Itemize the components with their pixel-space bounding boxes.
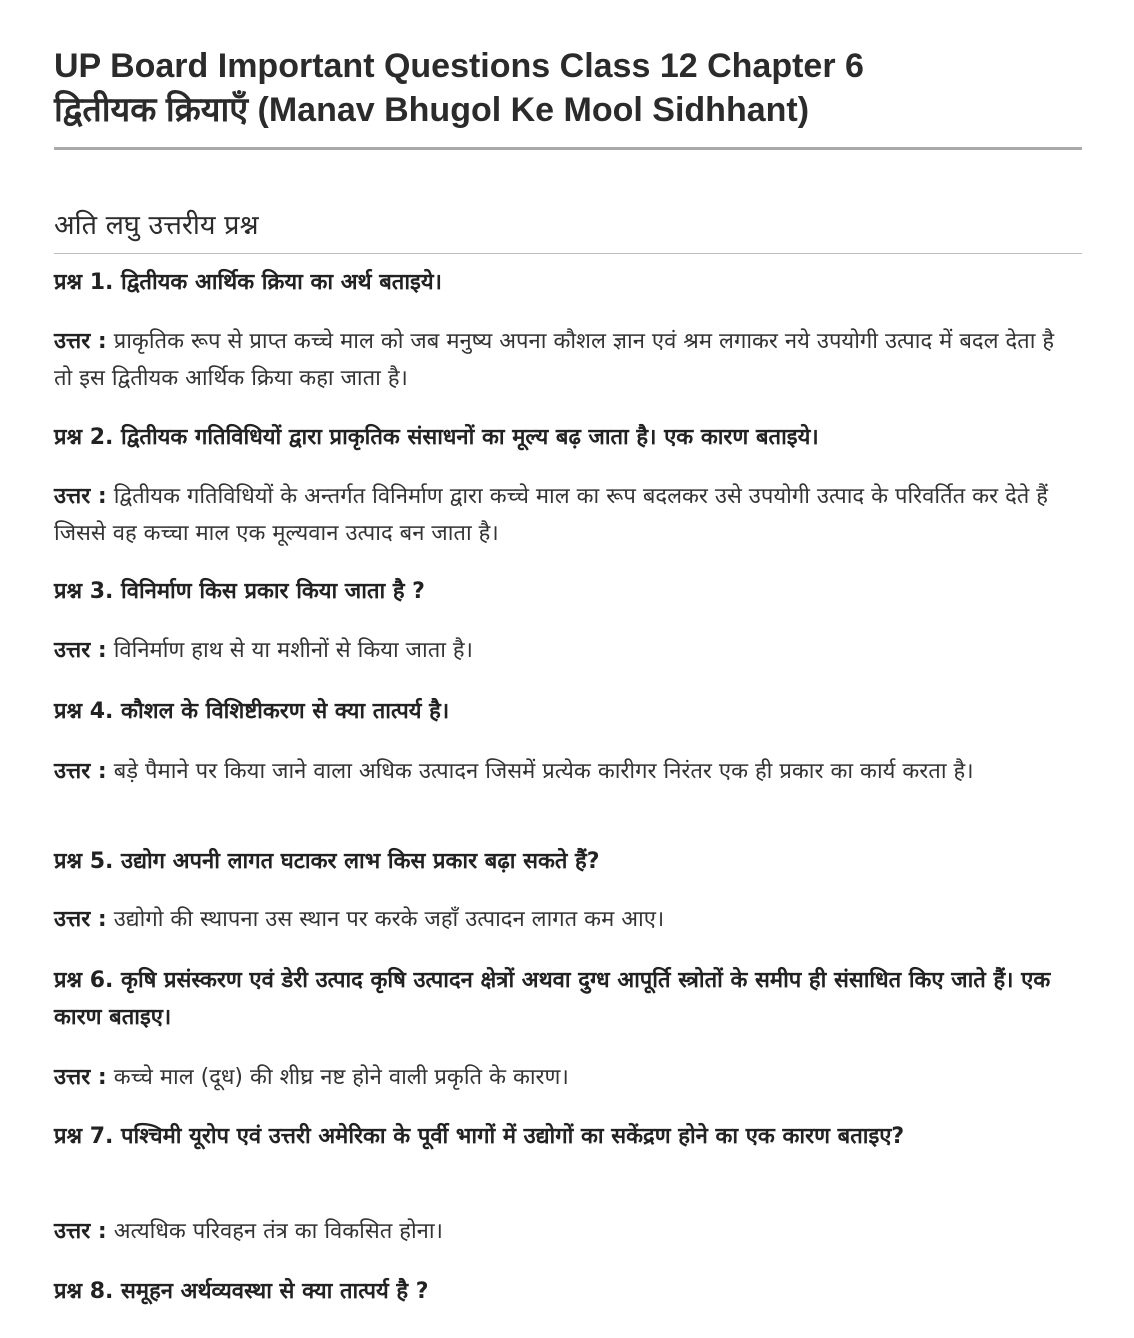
answer-4	[54, 753, 1064, 790]
answer-3	[54, 632, 1064, 669]
answer-2	[54, 478, 1064, 552]
answer-1	[54, 323, 1064, 397]
answer-6-text: कच्चे माल (दूध) की शीघ्र नष्ट होने वाली प्रकृति के कारण।	[113, 1065, 569, 1090]
question-5: प्रश्न 5. उद्योग अपनी लागत घटाकर लाभ किस प्रकार बढ़ा सकते हैं?	[54, 849, 600, 874]
answer-label: उत्तर :	[54, 638, 107, 663]
section-divider	[54, 253, 1082, 254]
answer-label: उत्तर :	[54, 1065, 107, 1090]
section-heading: अति लघु उत्तरीय प्रश्न	[54, 210, 259, 241]
question-4: प्रश्न 4. कौशल के विशिष्टीकरण से क्या तात्पर्य है।	[54, 699, 450, 724]
answer-3-text: विनिर्माण हाथ से या मशीनों से किया जाता है।	[113, 638, 473, 663]
question-1: प्रश्न 1. द्वितीयक आर्थिक क्रिया का अर्थ बताइये।	[54, 270, 442, 295]
title-divider	[54, 147, 1082, 150]
answer-label: उत्तर :	[54, 329, 107, 354]
question-7: प्रश्न 7. पश्चिमी यूरोप एवं उत्तरी अमेरिका के पूर्वी भागों में उद्योगों का सकेंद्रण होने का एक कारण बताइए?	[54, 1124, 905, 1149]
answer-4-text: बड़े पैमाने पर किया जाने वाला अधिक उत्पादन जिसमें प्रत्येक कारीगर निरंतर एक ही प्रकार का कार्य करता है।	[113, 759, 974, 784]
answer-7	[54, 1213, 1064, 1250]
page-title	[54, 44, 1084, 132]
page-title-line-1: UP Board Important Questions Class 12 Chapter 6	[54, 47, 864, 85]
answer-5-text: उद्योगो की स्थापना उस स्थान पर करके जहाँ उत्पादन लागत कम आए।	[113, 907, 665, 932]
answer-2-text: द्वितीयक गतिविधियों के अन्तर्गत विनिर्माण द्वारा कच्चे माल का रूप बदलकर उसे उपयोगी उत्पाद के परिवर्तित कर देते हैं जिससे वह कच्चा माल एक मूल्यवान उत्पाद बन जाता है।	[54, 484, 1048, 546]
answer-label: उत्तर :	[54, 759, 107, 784]
answer-5	[54, 901, 1064, 938]
question-6: प्रश्न 6. कृषि प्रसंस्करण एवं डेरी उत्पाद कृषि उत्पादन क्षेत्रों अथवा दुग्ध आपूर्ति स्त्रोतों के समीप ही संसाधित किए जाते हैं। एक कारण बताइए।	[54, 968, 1051, 1030]
page-title-line-2: द्वितीयक क्रियाएँ (Manav Bhugol Ke Mool Sidhhant)	[54, 91, 810, 129]
answer-1-text: प्राकृतिक रूप से प्राप्त कच्चे माल को जब मनुष्य अपना कौशल ज्ञान एवं श्रम लगाकर नये उपयोगी उत्पाद में बदल देता है तो इस द्वितीयक आर्थिक क्रिया कहा जाता है।	[54, 329, 1055, 391]
question-8: प्रश्न 8. समूहन अर्थव्यवस्था से क्या तात्पर्य है ?	[54, 1279, 429, 1304]
answer-label: उत्तर :	[54, 1219, 107, 1244]
answer-label: उत्तर :	[54, 907, 107, 932]
answer-label: उत्तर :	[54, 484, 107, 509]
question-2: प्रश्न 2. द्वितीयक गतिविधियों द्वारा प्राकृतिक संसाधनों का मूल्य बढ़ जाता है। एक कारण बताइये।	[54, 425, 819, 450]
answer-7-text: अत्यधिक परिवहन तंत्र का विकसित होना।	[113, 1219, 443, 1244]
question-3: प्रश्न 3. विनिर्माण किस प्रकार किया जाता है ?	[54, 579, 425, 604]
answer-6	[54, 1059, 1064, 1096]
